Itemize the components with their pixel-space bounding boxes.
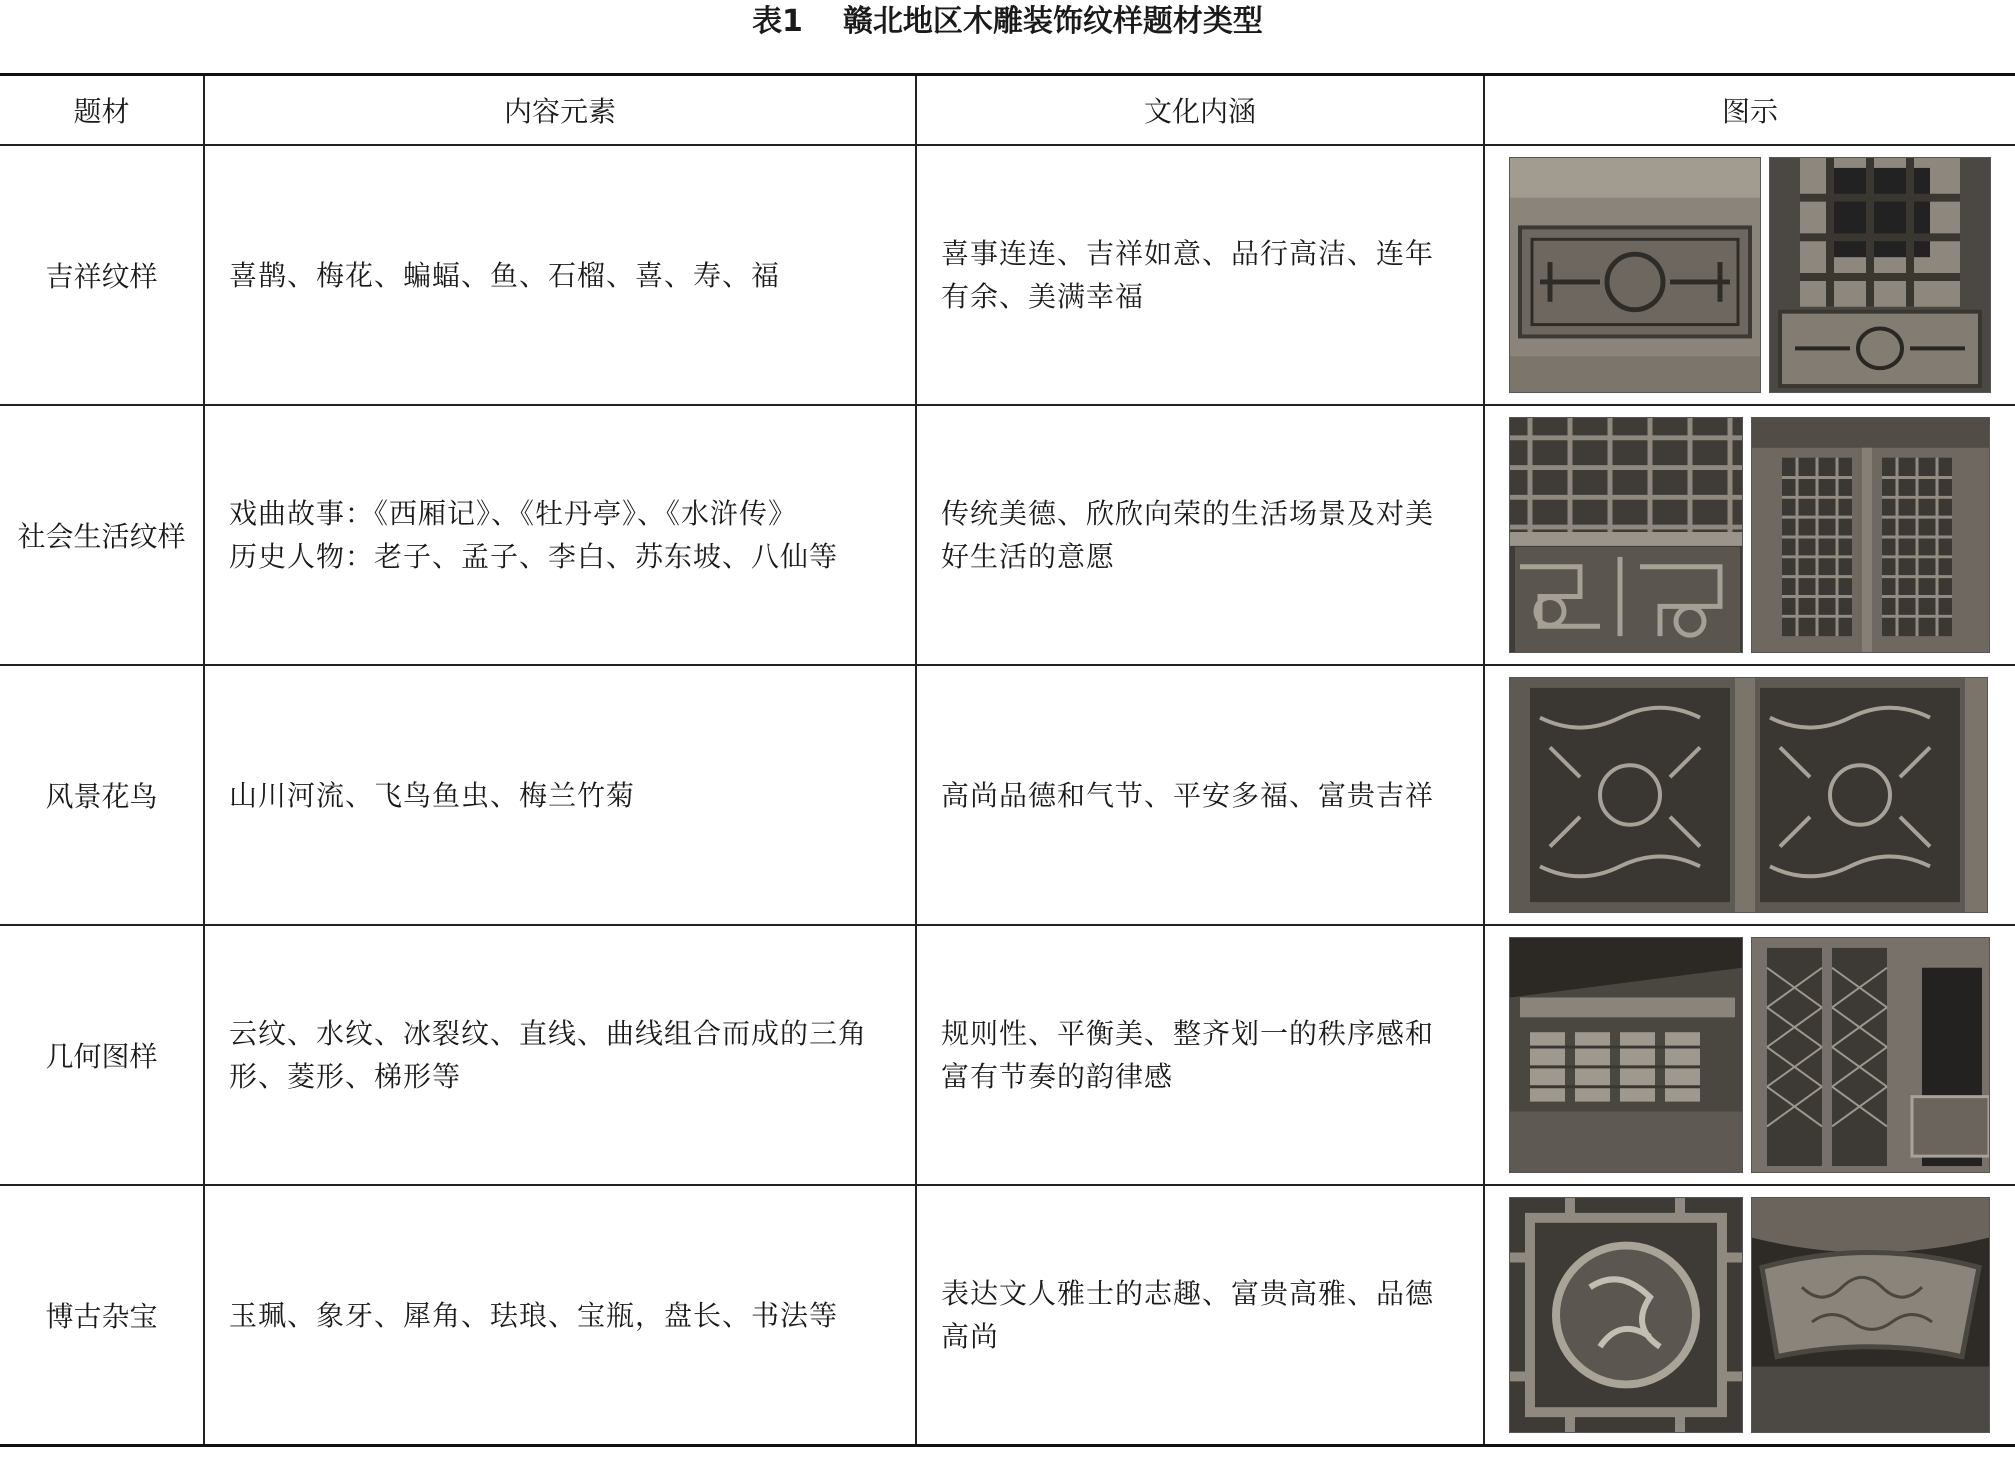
content-line: 云纹、水纹、冰裂纹、直线、曲线组合而成的三角 — [229, 1017, 868, 1050]
topic-cell: 吉祥纹样 — [0, 145, 204, 405]
table-title: 赣北地区木雕装饰纹样题材类型 — [842, 4, 1263, 39]
culture-cell — [916, 925, 1484, 1185]
images-cell — [1484, 925, 2015, 1185]
header-content: 内容元素 — [204, 75, 916, 146]
table-caption — [0, 0, 2015, 70]
table-number: 表1 — [752, 4, 803, 39]
content-line: 戏曲故事：《西厢记》、《牡丹亭》、《水浒传》 — [229, 497, 798, 530]
fan-shaped-carving-photo — [1751, 1197, 1990, 1433]
header-images: 图示 — [1484, 75, 2015, 146]
lattice-doors-photo — [1751, 417, 1990, 653]
header-culture: 文化内涵 — [916, 75, 1484, 146]
table-row — [0, 405, 2015, 665]
culture-cell — [916, 1185, 1484, 1446]
topic-cell: 社会生活纹样 — [0, 405, 204, 665]
content-cell — [204, 145, 916, 405]
images-cell — [1484, 1185, 2015, 1446]
table-row — [0, 665, 2015, 925]
content-cell — [204, 405, 916, 665]
content-line: 山川河流、飞鸟鱼虫、梅兰竹菊 — [229, 778, 636, 812]
content-line: 喜鹊、梅花、蝙蝠、鱼、石榴、喜、寿、福 — [229, 258, 781, 292]
culture-line: 喜事连连、吉祥如意、品行高洁、连年 — [941, 237, 1435, 270]
balcony-lattice-photo — [1509, 417, 1743, 653]
images-cell — [1484, 405, 2015, 665]
culture-line: 高尚 — [941, 1320, 1000, 1353]
culture-line: 高尚品德和气节、平安多福、富贵吉祥 — [941, 778, 1435, 812]
content-line: 玉珮、象牙、犀角、珐琅、宝瓶，盘长、书法等 — [229, 1298, 839, 1332]
content-cell — [204, 665, 916, 925]
carved-panel-photo — [1509, 157, 1761, 393]
content-cell — [204, 1185, 916, 1446]
culture-line: 传统美德、欣欣向荣的生活场景及对美 — [941, 497, 1435, 530]
lattice-windows-photo — [1751, 937, 1990, 1173]
culture-line: 表达文人雅士的志趣、富贵高雅、品德 — [941, 1277, 1435, 1310]
table-row — [0, 1185, 2015, 1446]
culture-cell — [916, 665, 1484, 925]
table-row — [0, 925, 2015, 1185]
culture-cell — [916, 405, 1484, 665]
window-lattice-photo — [1769, 157, 1991, 393]
images-cell — [1484, 145, 2015, 405]
topic-cell: 风景花鸟 — [0, 665, 204, 925]
topic-cell: 博古杂宝 — [0, 1185, 204, 1446]
culture-line: 好生活的意愿 — [941, 540, 1116, 573]
header-topic: 题材 — [0, 75, 204, 146]
content-cell — [204, 925, 916, 1185]
round-medallion-carving-photo — [1509, 1197, 1743, 1433]
subject-types-table — [0, 73, 2015, 1447]
content-line: 形、菱形、梯形等 — [229, 1060, 462, 1093]
culture-line: 富有节奏的韵律感 — [941, 1060, 1174, 1093]
topic-cell: 几何图样 — [0, 925, 204, 1185]
table-row — [0, 145, 2015, 405]
images-cell — [1484, 665, 2015, 925]
culture-cell — [916, 145, 1484, 405]
header-row — [0, 75, 2015, 146]
culture-line: 有余、美满幸福 — [941, 280, 1145, 313]
floral-lattice-doors-photo — [1509, 677, 1988, 913]
content-line: 历史人物：老子、孟子、李白、苏东坡、八仙等 — [229, 540, 839, 573]
culture-line: 规则性、平衡美、整齐划一的秩序感和 — [941, 1017, 1435, 1050]
building-facade-photo — [1509, 937, 1743, 1173]
